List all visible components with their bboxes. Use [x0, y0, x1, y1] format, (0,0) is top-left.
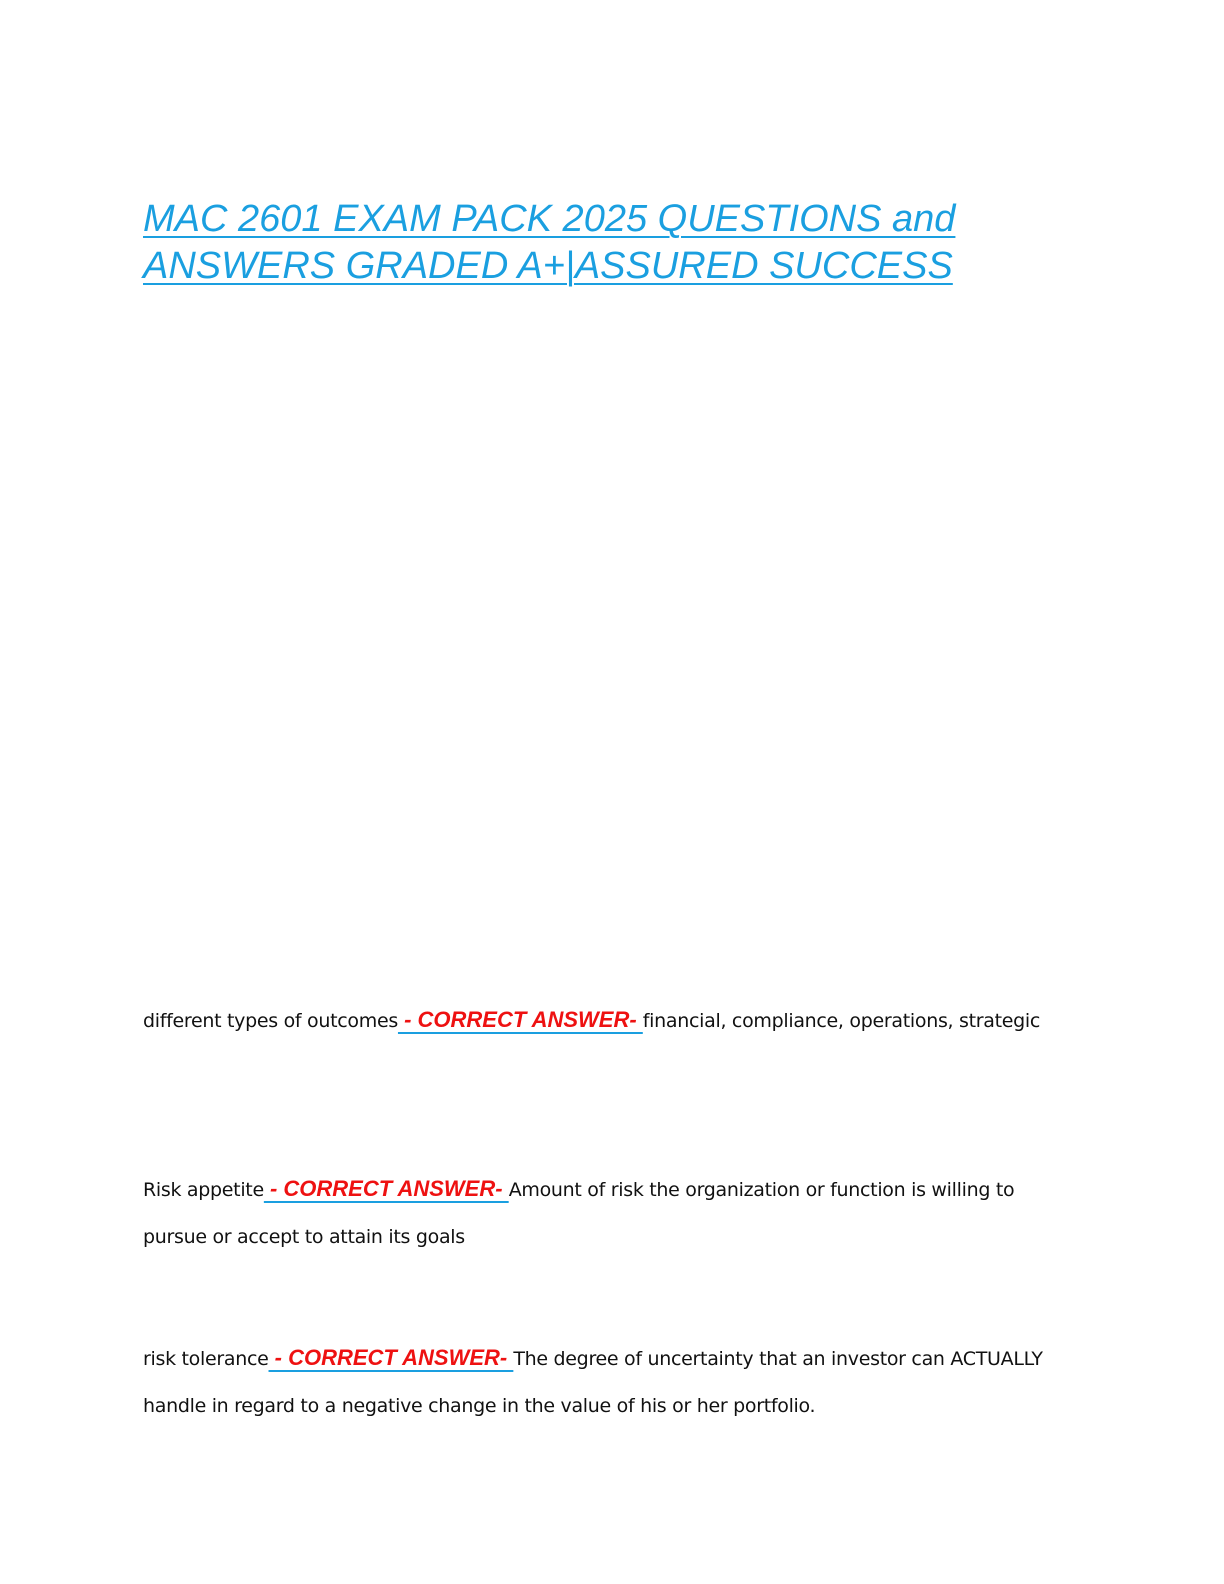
qa-term: risk tolerance — [143, 1348, 269, 1370]
document-title — [143, 196, 1043, 290]
qa-answer: Amount of risk the organization or function is willing to pursue or accept to attain its goals — [143, 1179, 1015, 1248]
correct-answer-tag: - CORRECT ANSWER- — [268, 1345, 514, 1370]
correct-answer-tag: - CORRECT ANSWER- — [397, 1007, 643, 1032]
qa-item — [143, 1165, 1083, 1261]
document-title-text: MAC 2601 EXAM PACK 2025 QUESTIONS and ANSWERS GRADED A+|ASSURED SUCCESS — [143, 198, 956, 287]
qa-term: Risk appetite — [143, 1179, 264, 1201]
qa-answer: financial, compliance, operations, strategic — [642, 1010, 1041, 1032]
correct-answer-tag: - CORRECT ANSWER- — [263, 1176, 509, 1201]
qa-answer: The degree of uncertainty that an investor can ACTUALLY handle in regard to a negative change in the value of his or her portfolio. — [143, 1348, 1043, 1417]
qa-term: different types of outcomes — [143, 1010, 398, 1032]
qa-item — [143, 1334, 1083, 1430]
qa-item — [143, 996, 1083, 1045]
